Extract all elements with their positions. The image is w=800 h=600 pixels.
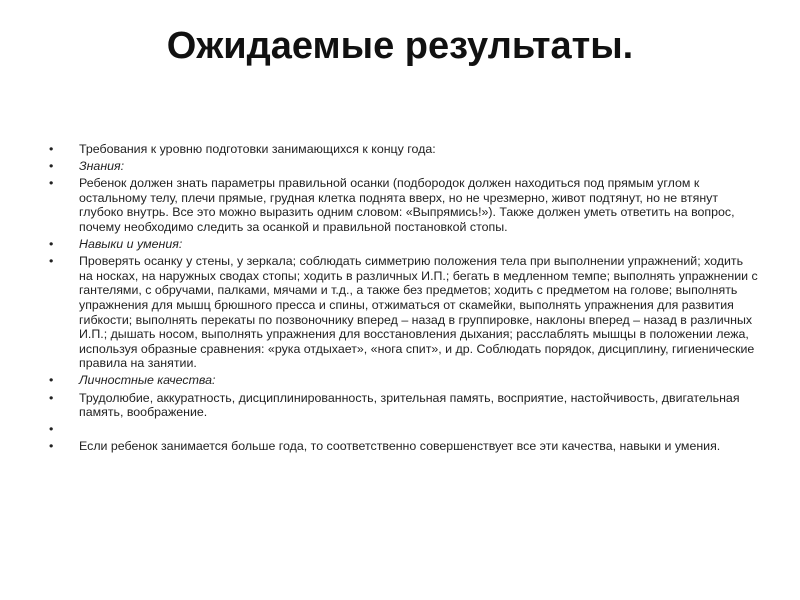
bullet-text: Если ребенок занимается больше года, то соответственно совершенствует все эти качества, навыки и умения.	[79, 439, 721, 454]
bullet-item-knowledge	[49, 176, 759, 234]
bullet-icon: •	[49, 439, 54, 454]
bullet-list	[49, 142, 759, 456]
bullet-item-empty	[49, 422, 759, 437]
bullet-icon: •	[49, 176, 54, 191]
slide-title: Ожидаемые результаты.	[166, 25, 634, 67]
bullet-item-qualities-heading	[49, 373, 759, 388]
bullet-item-skills	[49, 254, 759, 371]
bullet-text: Проверять осанку у стены, у зеркала; соблюдать симметрию положения тела при выполнении упражнений; ходить на носках, на наружных сводах стопы; ходить в различных И.П.; бегать в медленном темпе; выполнять упражнении с гантелями, с обручами, палками, мячами и т.д., а также без предметов; ходить с предметом на голове; выполнять упражнения для мышц брюшного пресса и спины, отжиматься от скамейки, выполнять упражнения для развития гибкости; выполнять перекаты по позвоночнику вперед – назад в группировке, наклоны вперед – назад в различных И.П.; дышать носом, выполнять упражнения для восстановления дыхания; расслаблять мышцы в положении лежа, используя образные сравнения: «рука отдыхает», «нога спит», и др. Соблюдать порядок, дисциплину, гигиенические правила на занятии.	[79, 254, 758, 371]
bullet-text: Навыки и умения:	[79, 237, 183, 252]
bullet-text: Личностные качества:	[79, 373, 216, 388]
bullet-icon: •	[49, 142, 54, 156]
bullet-item-conclusion	[49, 439, 759, 454]
bullet-icon: •	[49, 422, 54, 437]
bullet-text: Ребенок должен знать параметры правильной осанки (подбородок должен находиться под прямым углом к остальному телу, плечи прямые, грудная клетка поднята вверх, но не чрезмерно, живот подтянут, но не втянут глубоко внутрь. Все это можно выразить одним словом: «Выпрямись!»). Также должен уметь ответить на вопрос, почему необходимо следить за осанкой и правильной постановкой стопы.	[79, 176, 735, 234]
bullet-text: Требования к уровню подготовки занимающихся к концу года:	[79, 142, 436, 156]
bullet-icon: •	[49, 390, 54, 405]
bullet-item-requirements	[49, 142, 759, 157]
bullet-text: Трудолюбие, аккуратность, дисциплинированность, зрительная память, восприятие, настойчивость, двигательная память, воображение.	[79, 390, 740, 420]
bullet-item-qualities	[49, 391, 759, 420]
bullet-icon: •	[49, 373, 54, 388]
bullet-icon: •	[49, 254, 54, 269]
bullet-item-knowledge-heading	[49, 159, 759, 174]
bullet-icon: •	[49, 237, 54, 252]
bullet-item-skills-heading	[49, 237, 759, 252]
bullet-text: Знания:	[79, 159, 125, 174]
bullet-icon: •	[49, 159, 54, 174]
